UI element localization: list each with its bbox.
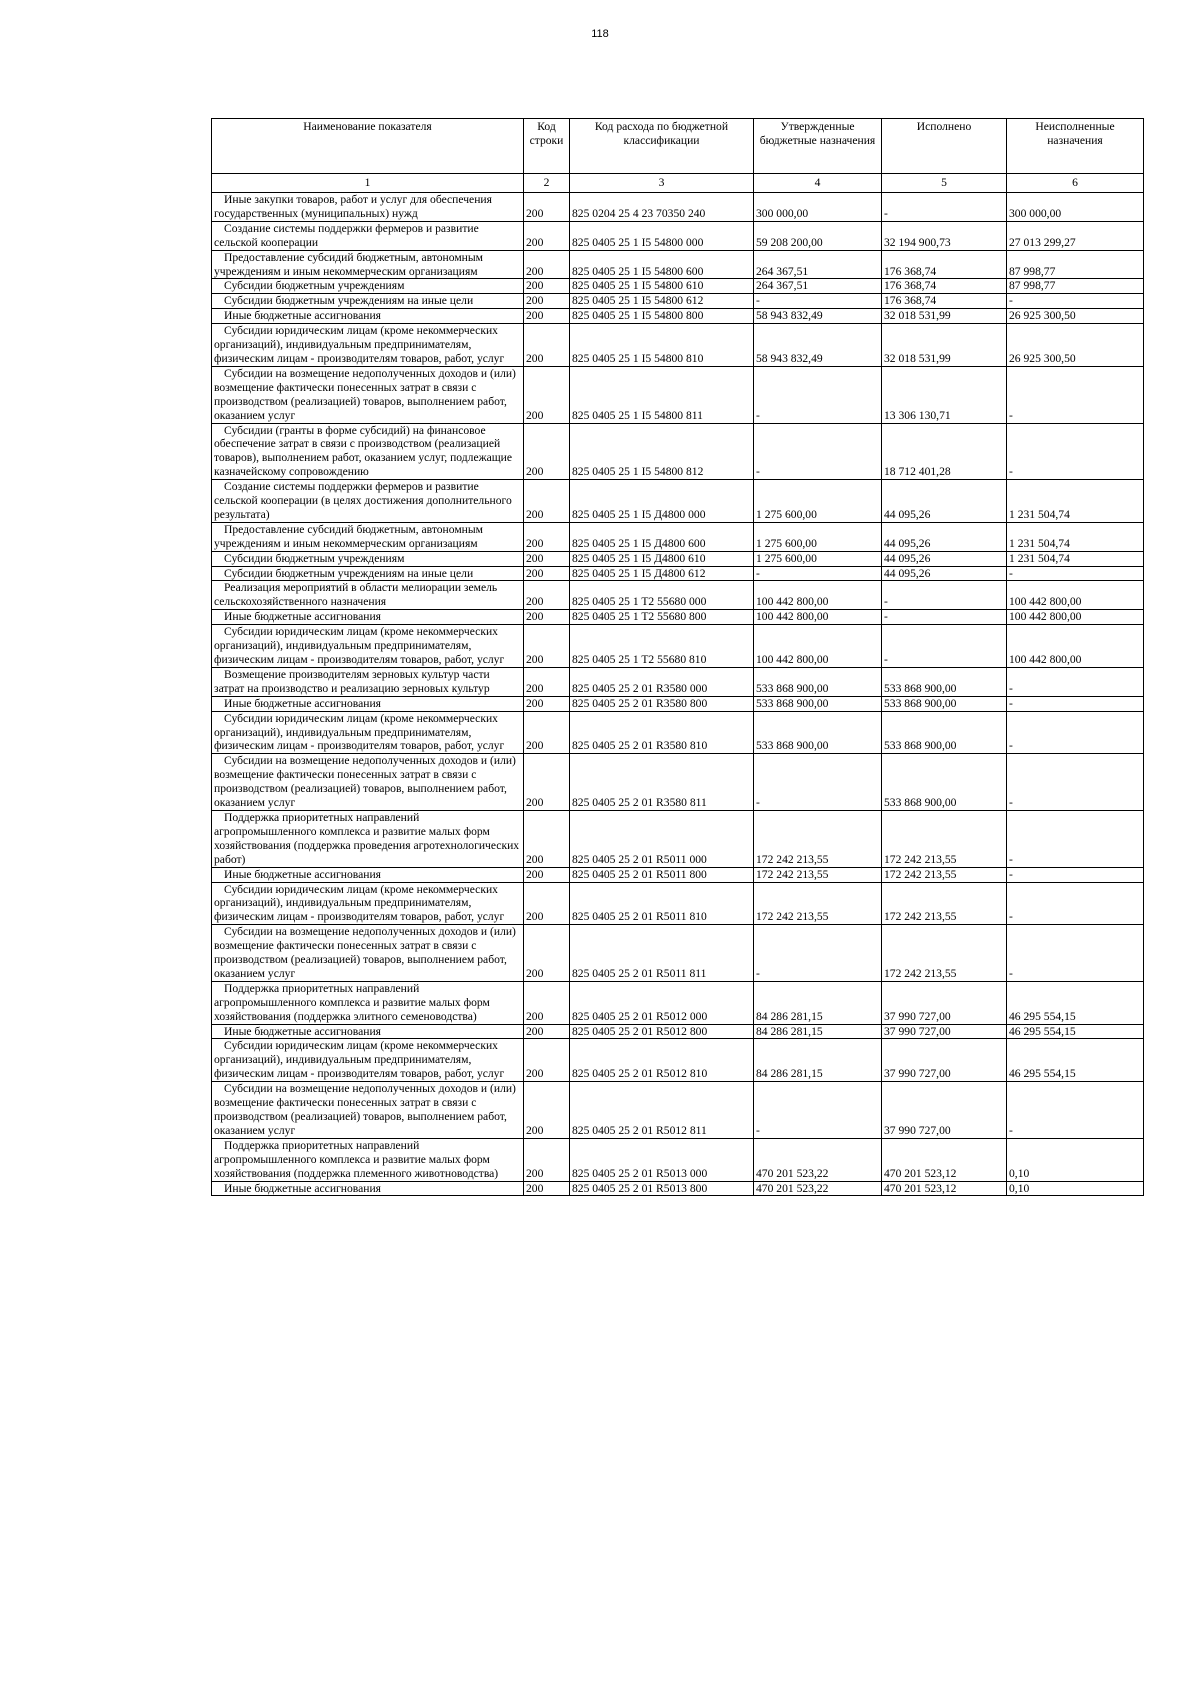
row-line-code: 200 [524,1082,570,1139]
row-name: Поддержка приоритетных направлений агропромышленного комплекса и развитие малых форм хозяйствования (поддержка племенного животноводства) [212,1138,524,1181]
row-executed-amount: 172 242 213,55 [882,810,1007,867]
row-classification-code: 825 0405 25 1 T2 55680 000 [570,581,754,610]
table-row [212,366,1144,423]
row-executed-amount: 44 095,26 [882,551,1007,566]
row-classification-code: 825 0405 25 1 I5 54800 000 [570,221,754,250]
row-approved-amount: 533 868 900,00 [754,696,882,711]
row-classification-code: 825 0405 25 2 01 R5012 800 [570,1024,754,1039]
table-row [212,610,1144,625]
row-unexecuted-amount: 100 442 800,00 [1007,625,1144,668]
row-executed-amount: - [882,625,1007,668]
row-line-code: 200 [524,810,570,867]
column-number: 2 [524,174,570,193]
row-classification-code: 825 0405 25 1 I5 Д4800 612 [570,566,754,581]
row-unexecuted-amount: - [1007,667,1144,696]
column-header-name: Наименование показателя [212,119,524,174]
row-unexecuted-amount: 46 295 554,15 [1007,1024,1144,1039]
row-executed-amount: 176 368,74 [882,250,1007,279]
table-row [212,667,1144,696]
row-approved-amount: 533 868 900,00 [754,711,882,754]
row-approved-amount: 264 367,51 [754,279,882,294]
row-executed-amount: 18 712 401,28 [882,423,1007,480]
table-row [212,279,1144,294]
row-unexecuted-amount: 1 231 504,74 [1007,480,1144,523]
table-row [212,696,1144,711]
row-line-code: 200 [524,754,570,811]
row-classification-code: 825 0405 25 1 I5 54800 610 [570,279,754,294]
row-name: Иные бюджетные ассигнования [212,309,524,324]
table-row [212,981,1144,1024]
table-row [212,754,1144,811]
table-row [212,221,1144,250]
table-row [212,882,1144,925]
row-line-code: 200 [524,1039,570,1082]
table-row [212,1181,1144,1196]
row-classification-code: 825 0405 25 1 I5 54800 811 [570,366,754,423]
row-name: Субсидии на возмещение недополученных доходов и (или) возмещение фактически понесенных затрат в связи с производством (реализацией) товаров, выполнением работ, оказанием услуг [212,925,524,982]
column-number: 3 [570,174,754,193]
row-classification-code: 825 0405 25 2 01 R5012 810 [570,1039,754,1082]
row-executed-amount: 176 368,74 [882,294,1007,309]
row-classification-code: 825 0405 25 2 01 R3580 000 [570,667,754,696]
row-unexecuted-amount: - [1007,294,1144,309]
row-approved-amount: 470 201 523,22 [754,1181,882,1196]
row-line-code: 200 [524,250,570,279]
row-name: Иные бюджетные ассигнования [212,1024,524,1039]
row-classification-code: 825 0405 25 2 01 R3580 811 [570,754,754,811]
row-unexecuted-amount: 100 442 800,00 [1007,610,1144,625]
row-line-code: 200 [524,925,570,982]
row-unexecuted-amount: 1 231 504,74 [1007,551,1144,566]
column-number-row [212,174,1144,193]
row-name: Иные закупки товаров, работ и услуг для обеспечения государственных (муниципальных) нужд [212,193,524,222]
row-unexecuted-amount: 0,10 [1007,1181,1144,1196]
row-name: Предоставление субсидий бюджетным, автономным учреждениям и иным некоммерческим организациям [212,522,524,551]
row-name: Субсидии (гранты в форме субсидий) на финансовое обеспечение затрат в связи с производством (реализацией товаров), выполнением работ, оказанием услуг, подлежащие казначейскому сопровождению [212,423,524,480]
row-approved-amount: 58 943 832,49 [754,309,882,324]
row-classification-code: 825 0405 25 2 01 R3580 800 [570,696,754,711]
row-executed-amount: 37 990 727,00 [882,1024,1007,1039]
row-classification-code: 825 0405 25 2 01 R5012 811 [570,1082,754,1139]
row-name: Субсидии юридическим лицам (кроме некоммерческих организаций), индивидуальным предпринимателям, физическим лицам - производителям товаров, работ, услуг [212,711,524,754]
row-classification-code: 825 0204 25 4 23 70350 240 [570,193,754,222]
row-unexecuted-amount: 100 442 800,00 [1007,581,1144,610]
row-executed-amount: 37 990 727,00 [882,1039,1007,1082]
row-approved-amount: 172 242 213,55 [754,867,882,882]
table-row [212,551,1144,566]
row-name: Субсидии на возмещение недополученных доходов и (или) возмещение фактически понесенных затрат в связи с производством (реализацией) товаров, выполнением работ, оказанием услуг [212,1082,524,1139]
row-unexecuted-amount: - [1007,867,1144,882]
table-row [212,324,1144,367]
row-approved-amount: 100 442 800,00 [754,581,882,610]
table-row [212,925,1144,982]
row-line-code: 200 [524,667,570,696]
row-approved-amount: - [754,294,882,309]
row-executed-amount: - [882,193,1007,222]
table-row [212,810,1144,867]
row-approved-amount: 533 868 900,00 [754,667,882,696]
table-row [212,1039,1144,1082]
row-unexecuted-amount: - [1007,366,1144,423]
row-executed-amount: 32 194 900,73 [882,221,1007,250]
row-executed-amount: - [882,581,1007,610]
row-classification-code: 825 0405 25 1 I5 54800 812 [570,423,754,480]
row-executed-amount: 32 018 531,99 [882,324,1007,367]
row-approved-amount: 84 286 281,15 [754,1024,882,1039]
row-approved-amount: - [754,423,882,480]
row-line-code: 200 [524,522,570,551]
row-line-code: 200 [524,610,570,625]
row-executed-amount: 37 990 727,00 [882,981,1007,1024]
row-name: Субсидии на возмещение недополученных доходов и (или) возмещение фактически понесенных затрат в связи с производством (реализацией) товаров, выполнением работ, оказанием услуг [212,754,524,811]
row-approved-amount: 1 275 600,00 [754,480,882,523]
row-executed-amount: 13 306 130,71 [882,366,1007,423]
row-approved-amount: 172 242 213,55 [754,882,882,925]
row-approved-amount: 84 286 281,15 [754,1039,882,1082]
row-approved-amount: 100 442 800,00 [754,625,882,668]
row-classification-code: 825 0405 25 2 01 R5011 800 [570,867,754,882]
row-name: Субсидии бюджетным учреждениям [212,551,524,566]
row-executed-amount: 533 868 900,00 [882,711,1007,754]
row-line-code: 200 [524,551,570,566]
row-classification-code: 825 0405 25 1 I5 54800 810 [570,324,754,367]
row-approved-amount: - [754,1082,882,1139]
row-executed-amount: 172 242 213,55 [882,925,1007,982]
row-line-code: 200 [524,711,570,754]
row-approved-amount: 59 208 200,00 [754,221,882,250]
table-row [212,711,1144,754]
row-executed-amount: 533 868 900,00 [882,754,1007,811]
row-unexecuted-amount: - [1007,754,1144,811]
row-name: Субсидии бюджетным учреждениям на иные цели [212,294,524,309]
row-executed-amount: 172 242 213,55 [882,867,1007,882]
table-row [212,423,1144,480]
table-row [212,1138,1144,1181]
row-classification-code: 825 0405 25 2 01 R5012 000 [570,981,754,1024]
row-line-code: 200 [524,625,570,668]
header-row [212,119,1144,174]
row-name: Иные бюджетные ассигнования [212,1181,524,1196]
budget-report-table [211,118,1144,1196]
row-name: Создание системы поддержки фермеров и развитие сельской кооперации [212,221,524,250]
table-row [212,566,1144,581]
column-header-unexecuted: Неисполненные назначения [1007,119,1144,174]
row-executed-amount: 533 868 900,00 [882,696,1007,711]
row-classification-code: 825 0405 25 1 I5 54800 800 [570,309,754,324]
row-unexecuted-amount: - [1007,810,1144,867]
table-row [212,309,1144,324]
row-executed-amount: - [882,610,1007,625]
row-line-code: 200 [524,581,570,610]
row-unexecuted-amount: 27 013 299,27 [1007,221,1144,250]
row-name: Иные бюджетные ассигнования [212,610,524,625]
table-row [212,294,1144,309]
table-row [212,581,1144,610]
row-approved-amount: 100 442 800,00 [754,610,882,625]
table-row [212,193,1144,222]
column-header-line-code: Код строки [524,119,570,174]
row-classification-code: 825 0405 25 2 01 R5011 000 [570,810,754,867]
column-header-classification: Код расхода по бюджетной классификации [570,119,754,174]
row-line-code: 200 [524,882,570,925]
row-line-code: 200 [524,193,570,222]
row-name: Возмещение производителям зерновых культур части затрат на производство и реализацию зерновых культур [212,667,524,696]
row-name: Субсидии юридическим лицам (кроме некоммерческих организаций), индивидуальным предпринимателям, физическим лицам - производителям товаров, работ, услуг [212,324,524,367]
row-approved-amount: - [754,925,882,982]
row-unexecuted-amount: - [1007,925,1144,982]
row-classification-code: 825 0405 25 1 I5 Д4800 000 [570,480,754,523]
row-classification-code: 825 0405 25 1 I5 54800 612 [570,294,754,309]
row-approved-amount: - [754,566,882,581]
row-executed-amount: 172 242 213,55 [882,882,1007,925]
row-classification-code: 825 0405 25 2 01 R3580 810 [570,711,754,754]
row-name: Субсидии юридическим лицам (кроме некоммерческих организаций), индивидуальным предпринимателям, физическим лицам - производителям товаров, работ, услуг [212,882,524,925]
row-line-code: 200 [524,480,570,523]
table-row [212,250,1144,279]
row-name: Субсидии бюджетным учреждениям [212,279,524,294]
row-line-code: 200 [524,324,570,367]
row-executed-amount: 470 201 523,12 [882,1181,1007,1196]
row-name: Субсидии юридическим лицам (кроме некоммерческих организаций), индивидуальным предпринимателям, физическим лицам - производителям товаров, работ, услуг [212,1039,524,1082]
row-name: Субсидии на возмещение недополученных доходов и (или) возмещение фактически понесенных затрат в связи с производством (реализацией) товаров, выполнением работ, оказанием услуг [212,366,524,423]
table-row [212,522,1144,551]
row-approved-amount: - [754,366,882,423]
row-executed-amount: 176 368,74 [882,279,1007,294]
row-name: Иные бюджетные ассигнования [212,867,524,882]
row-classification-code: 825 0405 25 1 T2 55680 810 [570,625,754,668]
row-name: Создание системы поддержки фермеров и развитие сельской кооперации (в целях достижения дополнительного результата) [212,480,524,523]
row-executed-amount: 44 095,26 [882,522,1007,551]
row-line-code: 200 [524,1181,570,1196]
row-name: Субсидии бюджетным учреждениям на иные цели [212,566,524,581]
row-line-code: 200 [524,981,570,1024]
row-name: Поддержка приоритетных направлений агропромышленного комплекса и развитие малых форм хозяйствования (поддержка проведения агротехнологических работ) [212,810,524,867]
row-line-code: 200 [524,221,570,250]
column-number: 4 [754,174,882,193]
row-unexecuted-amount: - [1007,566,1144,581]
row-line-code: 200 [524,566,570,581]
row-classification-code: 825 0405 25 2 01 R5013 000 [570,1138,754,1181]
row-unexecuted-amount: 0,10 [1007,1138,1144,1181]
row-unexecuted-amount: - [1007,711,1144,754]
row-line-code: 200 [524,279,570,294]
row-executed-amount: 44 095,26 [882,480,1007,523]
row-classification-code: 825 0405 25 2 01 R5011 810 [570,882,754,925]
row-approved-amount: - [754,754,882,811]
table-body [212,193,1144,1196]
row-executed-amount: 470 201 523,12 [882,1138,1007,1181]
row-line-code: 200 [524,366,570,423]
row-classification-code: 825 0405 25 1 I5 54800 600 [570,250,754,279]
row-classification-code: 825 0405 25 1 T2 55680 800 [570,610,754,625]
row-line-code: 200 [524,696,570,711]
column-number: 6 [1007,174,1144,193]
row-line-code: 200 [524,867,570,882]
row-line-code: 200 [524,294,570,309]
row-name: Иные бюджетные ассигнования [212,696,524,711]
row-unexecuted-amount: - [1007,1082,1144,1139]
column-header-executed: Исполнено [882,119,1007,174]
column-number: 5 [882,174,1007,193]
row-name: Субсидии юридическим лицам (кроме некоммерческих организаций), индивидуальным предпринимателям, физическим лицам - производителям товаров, работ, услуг [212,625,524,668]
table-row [212,625,1144,668]
row-unexecuted-amount: 87 998,77 [1007,279,1144,294]
row-unexecuted-amount: 1 231 504,74 [1007,522,1144,551]
row-name: Поддержка приоритетных направлений агропромышленного комплекса и развитие малых форм хозяйствования (поддержка элитного семеноводства) [212,981,524,1024]
row-unexecuted-amount: 87 998,77 [1007,250,1144,279]
row-unexecuted-amount: 26 925 300,50 [1007,324,1144,367]
row-unexecuted-amount: 300 000,00 [1007,193,1144,222]
row-unexecuted-amount: 26 925 300,50 [1007,309,1144,324]
row-approved-amount: 1 275 600,00 [754,522,882,551]
row-executed-amount: 44 095,26 [882,566,1007,581]
row-unexecuted-amount: - [1007,696,1144,711]
row-classification-code: 825 0405 25 1 I5 Д4800 600 [570,522,754,551]
row-name: Реализация мероприятий в области мелиорации земель сельскохозяйственного назначения [212,581,524,610]
row-unexecuted-amount: 46 295 554,15 [1007,981,1144,1024]
row-unexecuted-amount: 46 295 554,15 [1007,1039,1144,1082]
row-approved-amount: 264 367,51 [754,250,882,279]
row-name: Предоставление субсидий бюджетным, автономным учреждениям и иным некоммерческим организациям [212,250,524,279]
table-row [212,480,1144,523]
column-header-approved: Утвержденные бюджетные назначения [754,119,882,174]
row-line-code: 200 [524,1138,570,1181]
table-row [212,867,1144,882]
row-approved-amount: 470 201 523,22 [754,1138,882,1181]
row-approved-amount: 58 943 832,49 [754,324,882,367]
row-approved-amount: 1 275 600,00 [754,551,882,566]
column-number: 1 [212,174,524,193]
row-line-code: 200 [524,309,570,324]
row-line-code: 200 [524,1024,570,1039]
row-classification-code: 825 0405 25 2 01 R5011 811 [570,925,754,982]
row-executed-amount: 32 018 531,99 [882,309,1007,324]
page-number: 118 [591,28,609,40]
row-executed-amount: 533 868 900,00 [882,667,1007,696]
row-unexecuted-amount: - [1007,423,1144,480]
row-classification-code: 825 0405 25 2 01 R5013 800 [570,1181,754,1196]
row-approved-amount: 84 286 281,15 [754,981,882,1024]
row-executed-amount: 37 990 727,00 [882,1082,1007,1139]
row-approved-amount: 172 242 213,55 [754,810,882,867]
row-unexecuted-amount: - [1007,882,1144,925]
row-line-code: 200 [524,423,570,480]
table-row [212,1024,1144,1039]
row-classification-code: 825 0405 25 1 I5 Д4800 610 [570,551,754,566]
row-approved-amount: 300 000,00 [754,193,882,222]
table-row [212,1082,1144,1139]
